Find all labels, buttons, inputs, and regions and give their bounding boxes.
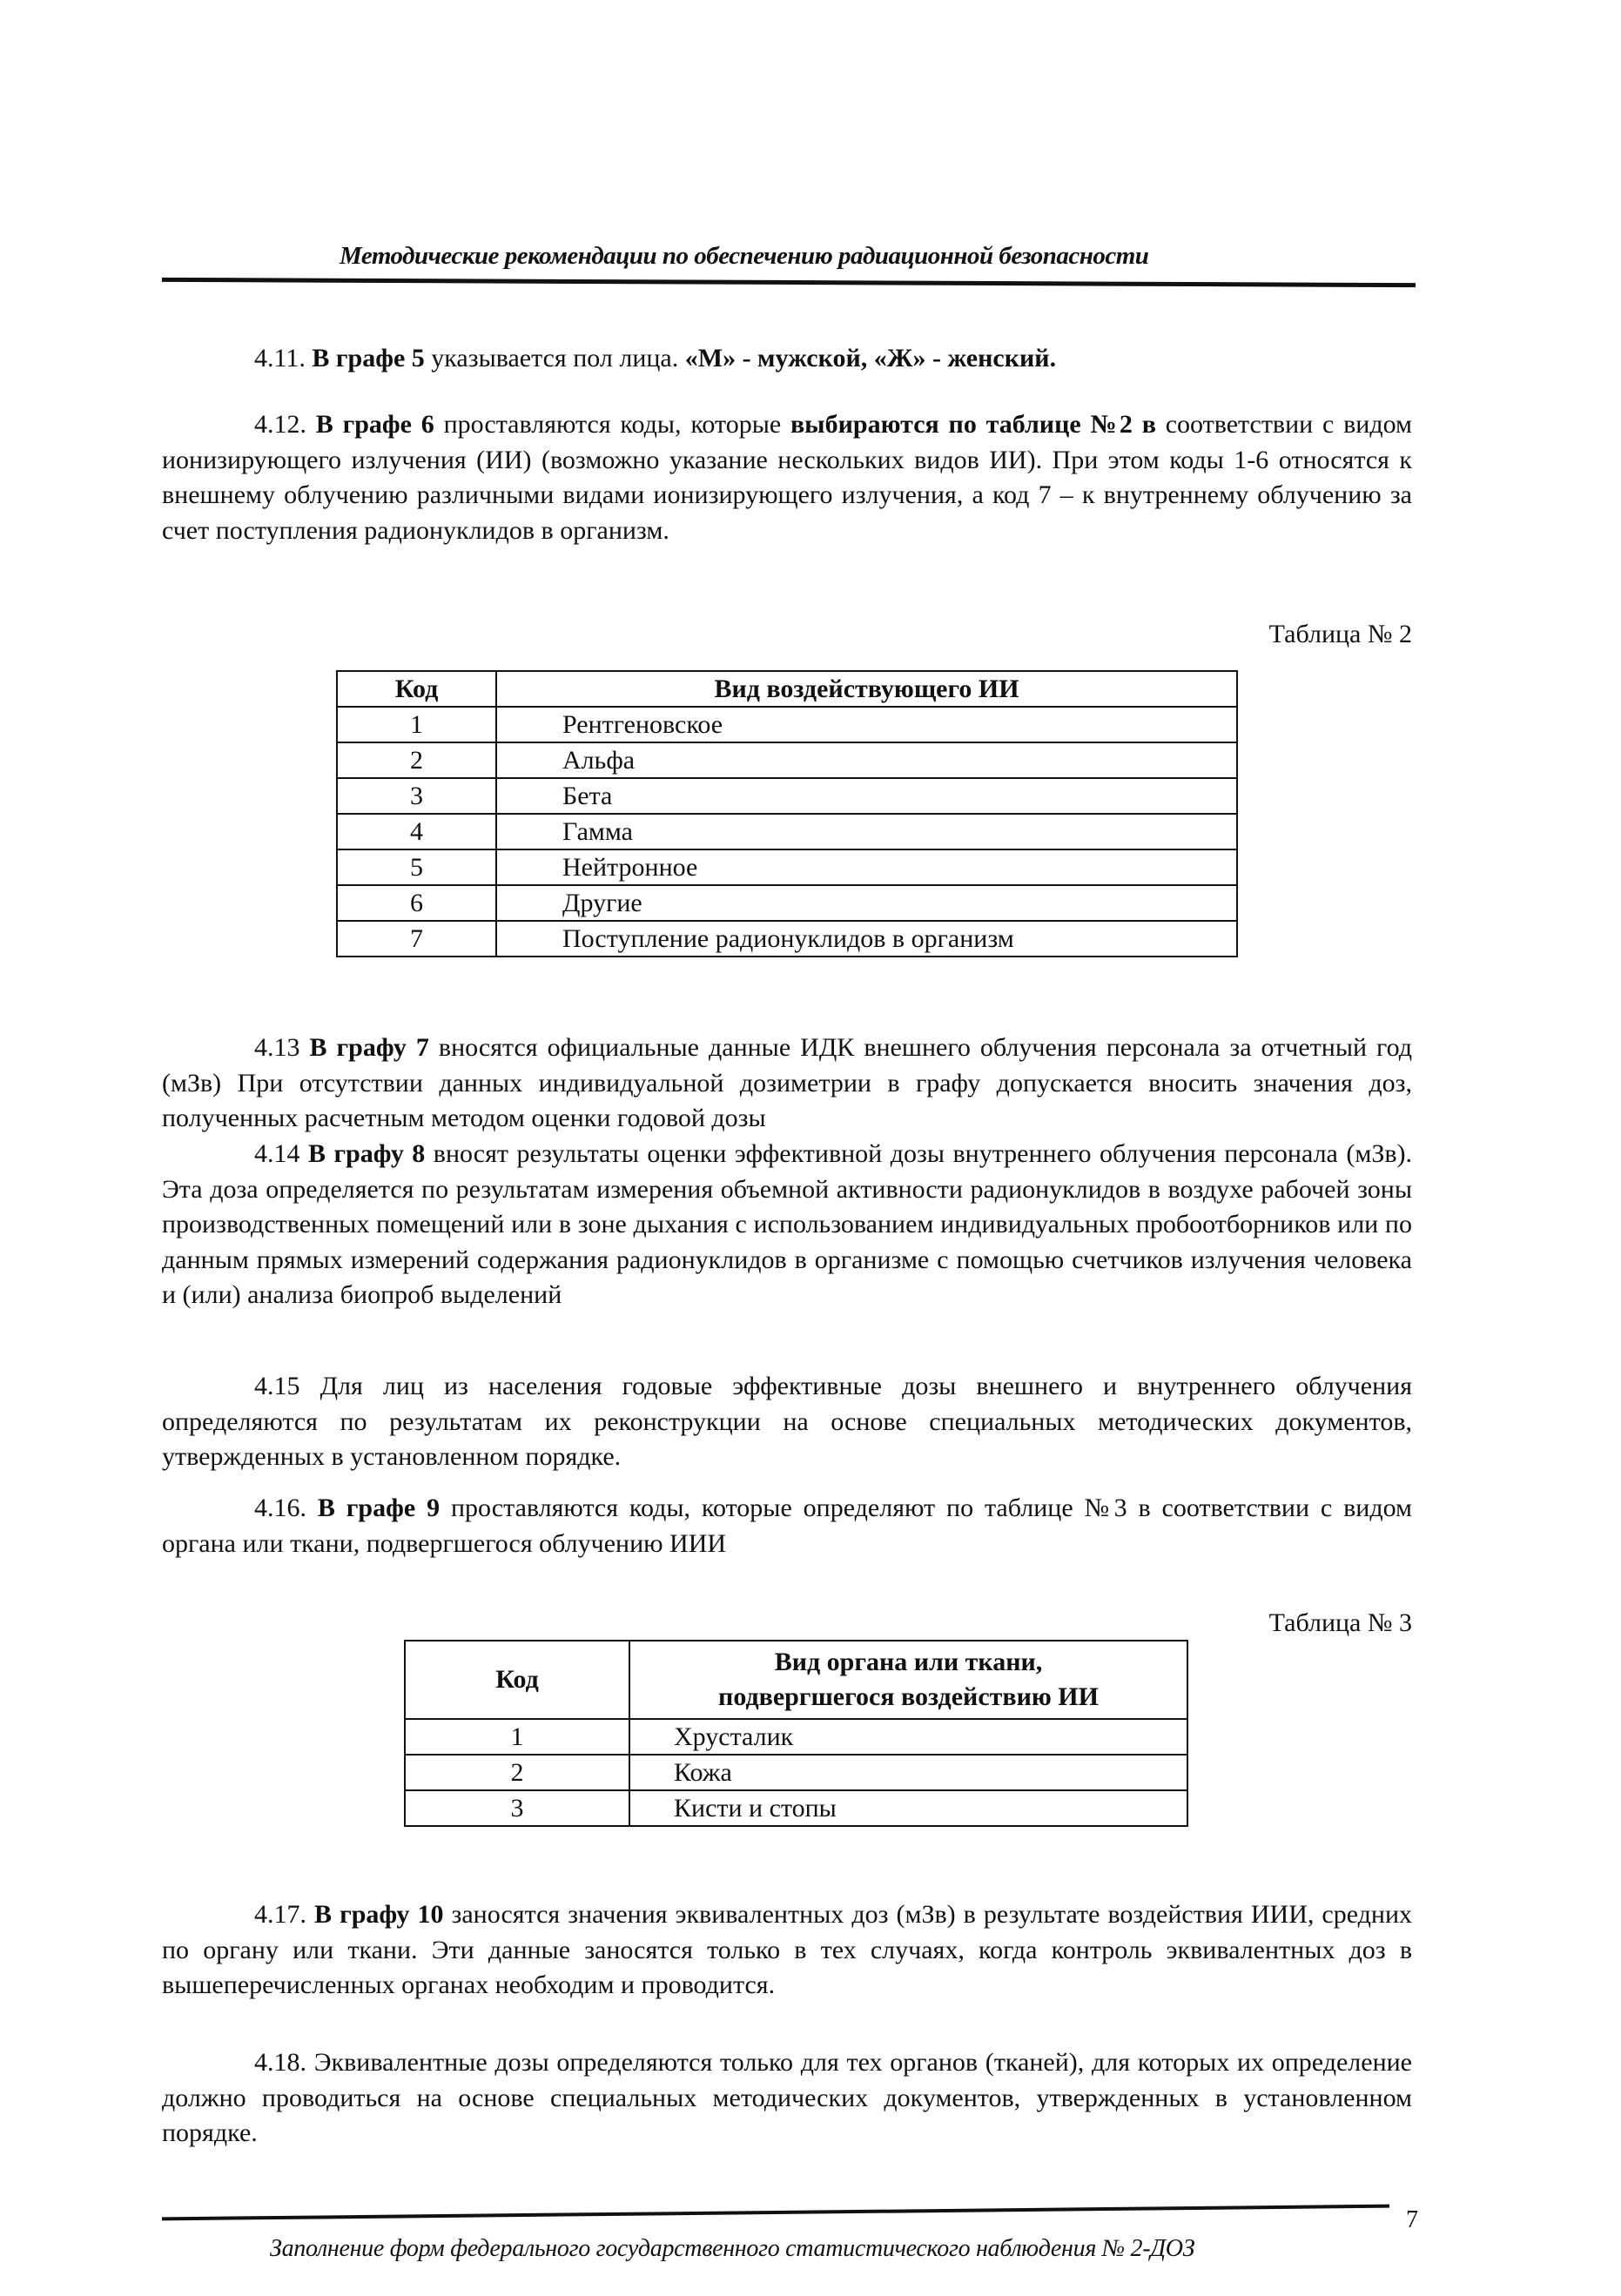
para-text: Для лиц из населения годовые эффективные дозы внешнего и внутреннего облучения определяются по результатам их реконструкции на основе специальных методических документов, утвержденных в установленном порядке.	[162, 1372, 1412, 1471]
table-row	[337, 707, 1237, 742]
para-number: 4.12.	[254, 410, 316, 439]
para-number: 4.16.	[254, 1494, 318, 1522]
bold-text: «М» - мужской, «Ж» - женский.	[684, 344, 1057, 373]
code-cell: 1	[337, 707, 496, 742]
value-cell: Хрусталик	[629, 1719, 1187, 1755]
running-header: Методические рекомендации по обеспечению радиационной безопасности	[340, 242, 1149, 270]
table-row	[337, 814, 1237, 849]
column-header: Код	[337, 671, 496, 707]
header-line: подвергшегося воздействию ИИ	[718, 1682, 1099, 1711]
para-text: Эквивалентные дозы определяются только для тех органов (тканей), для которых их определение должно проводиться на основе специальных методических документов, утвержденных в установленном порядке.	[162, 2048, 1412, 2147]
para-number: 4.13	[254, 1033, 310, 1062]
paragraph-4-15	[162, 1369, 1412, 1475]
para-text: заносятся значения эквивалентных доз (мЗв) в результате воздействия ИИИ, средних по органу или ткани. Эти данные заносятся только в тех случаях, когда контроль эквивалентных доз в вышеперечисленных органах необходим и проводится.	[162, 1900, 1413, 1999]
paragraph-4-11	[162, 341, 1412, 377]
table-row	[405, 1755, 1187, 1790]
table-3-caption: Таблица № 3	[1268, 1608, 1412, 1637]
table-2-caption: Таблица № 2	[1268, 620, 1412, 648]
paragraph-4-13	[162, 1031, 1412, 1137]
code-cell: 4	[337, 814, 496, 849]
para-number: 4.14	[254, 1139, 308, 1168]
para-number: 4.17.	[254, 1900, 315, 1929]
header-line: Вид органа или ткани,	[774, 1648, 1043, 1676]
bold-text: В графу 7	[309, 1033, 429, 1062]
table-row	[337, 921, 1237, 957]
code-cell: 3	[405, 1790, 629, 1826]
value-cell: Кожа	[629, 1755, 1187, 1790]
value-cell: Рентгеновское	[496, 707, 1237, 742]
code-cell: 1	[405, 1719, 629, 1755]
code-cell: 5	[337, 849, 496, 885]
code-cell: 2	[337, 742, 496, 778]
para-number: 4.11.	[254, 344, 313, 373]
value-cell: Гамма	[496, 814, 1237, 849]
code-cell: 3	[337, 778, 496, 814]
table-3	[404, 1640, 1188, 1827]
table-header-row	[337, 671, 1237, 707]
bold-text: выбираются по таблице №2 в	[790, 410, 1156, 439]
table-2	[336, 670, 1238, 957]
paragraph-4-17	[162, 1897, 1412, 2004]
table-row	[405, 1790, 1187, 1826]
value-cell: Бета	[496, 778, 1237, 814]
bold-text: В графу 8	[308, 1139, 426, 1168]
page-number: 7	[1406, 2206, 1418, 2233]
running-footer: Заполнение форм федерального государственного статистического наблюдения № 2-ДОЗ	[270, 2235, 1195, 2262]
table-row	[337, 742, 1237, 778]
footer-rule	[162, 2205, 1389, 2221]
value-cell: Поступление радионуклидов в организм	[496, 921, 1237, 957]
para-text: соответствии с видом ионизирующего излучения (ИИ) (возможно указание нескольких видов ИИ). При этом коды 1-6 относятся к внешнему облучению различными видами ионизирующего излучения, а код 7 – к внутреннему облучению за счет поступления радионуклидов в организм.	[162, 410, 1413, 545]
column-header	[629, 1641, 1187, 1719]
bold-text: В графе 5	[312, 344, 425, 373]
code-cell: 2	[405, 1755, 629, 1790]
para-number: 4.18.	[254, 2048, 314, 2077]
value-cell: Другие	[496, 885, 1237, 921]
bold-text: В графу 10	[314, 1900, 444, 1929]
column-header: Код	[405, 1641, 629, 1719]
table-row	[405, 1719, 1187, 1755]
para-text: указывается пол лица.	[424, 344, 685, 373]
para-text: вносятся официальные данные ИДК внешнего облучения персонала за отчетный год (мЗв) При отсутствии данных индивидуальной дозиметрии в графу допускается вносить значения доз, полученных расчетным методом оценки годовой дозы	[162, 1033, 1413, 1132]
paragraph-4-12	[162, 407, 1412, 548]
paragraph-4-14	[162, 1137, 1412, 1313]
para-text: вносят результаты оценки эффективной дозы внутреннего облучения персонала (мЗв). Эта доза определяется по результатам измерения объемной активности радионуклидов в воздухе рабочей зоны производственных помещений или в зоне дыхания с использованием индивидуальных пробоотборников или по данным прямых измерений содержания радионуклидов в организме с помощью счетчиков излучения человека и (или) анализа биопроб выделений	[162, 1139, 1413, 1309]
header-rule	[162, 278, 1416, 287]
value-cell: Альфа	[496, 742, 1237, 778]
bold-text: В графе 6	[315, 410, 434, 439]
code-cell: 6	[337, 885, 496, 921]
table-row	[337, 849, 1237, 885]
table-row	[337, 885, 1237, 921]
para-number: 4.15	[254, 1372, 320, 1400]
value-cell: Нейтронное	[496, 849, 1237, 885]
table-row	[337, 778, 1237, 814]
bold-text: В графе 9	[317, 1494, 441, 1522]
value-cell: Кисти и стопы	[629, 1790, 1187, 1826]
column-header: Вид воздействующего ИИ	[496, 671, 1237, 707]
code-cell: 7	[337, 921, 496, 957]
para-text: проставляются коды, которые	[434, 410, 790, 439]
paragraph-4-16	[162, 1491, 1412, 1561]
paragraph-4-18	[162, 2045, 1412, 2152]
table-header-row	[405, 1641, 1187, 1719]
para-text: проставляются коды, которые определяют по таблице №3 в соответствии с видом органа или ткани, подвергшегося облучению ИИИ	[162, 1494, 1413, 1558]
